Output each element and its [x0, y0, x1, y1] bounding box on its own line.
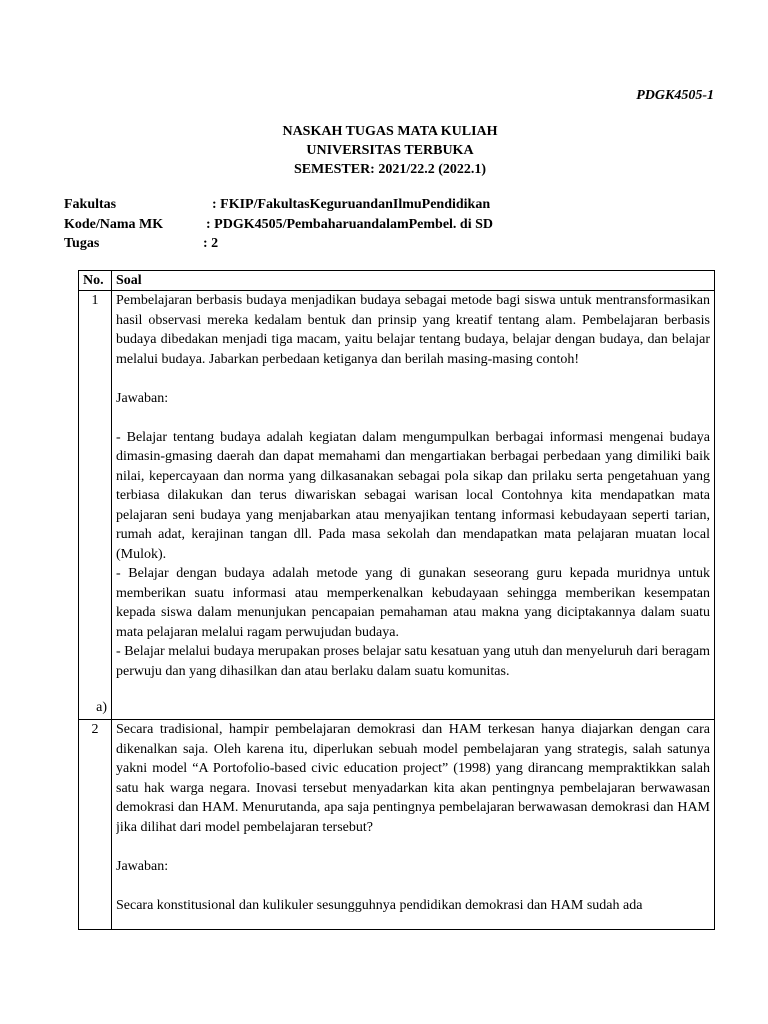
document-heading — [0, 122, 768, 179]
table-header-row — [79, 271, 715, 291]
heading-line-1: NASKAH TUGAS MATA KULIAH — [282, 124, 498, 139]
header-soal: Soal — [112, 271, 715, 291]
tugas-label: Tugas — [64, 236, 100, 251]
table-row — [79, 720, 715, 930]
answer-paragraph-1: - Belajar tentang budaya adalah kegiatan dalam mengumpulkan berbagai informasi mengenai budaya dimasin-gmasing daerah dan dapat memahami dan mengartiakan berbagai perbedaan yang dimiliki baik nilai, kepercayaan dan norma yang dilkasanakan sebagai pola sikap dan prilaku serta pengetahuan yang terbiasa dilakukan dan terus diwariskan sebagai warisan local Contohnya kita mendapatkan mata pelajaran seni budaya yang menjabarkan atau menyajikan tentang informasi kebudayaan seperti tarian, rumah adat, kerajinan tangan dll. Pada masa sekolah dan mendapatkan mata pelajaran muatan local (Mulok). — [116, 429, 710, 562]
row-number-value: 1 — [91, 293, 99, 308]
question-table — [78, 270, 715, 930]
question-cell — [112, 720, 715, 930]
question-text: Secara tradisional, hampir pembelajaran demokrasi dan HAM terkesan hanya diajarkan dengan cara dikenalkan saja. Oleh karena itu, diperlukan sebuah model pembelajaran yang strategis, salah satunya yakni model “A Portofolio-based civic education project” (1998) yang dirancang mempraktikkan salah satu hak warga negara. Inovasi tersebut menyadarkan kita akan pentingnya pembelajaran berwawasan demokrasi dan HAM. Menurutanda, apa saja pentingnya pembelajaran berwawasan demokrasi dan HAM jika dilihat dari model pembelajaran tersebut? — [116, 722, 710, 835]
heading-line-2: UNIVERSITAS TERBUKA — [306, 143, 474, 158]
document-code: PDGK4505-1 — [636, 88, 714, 103]
row-number — [79, 291, 112, 720]
question-text: Pembelajaran berbasis budaya menjadikan budaya sebagai metode bagi siswa untuk mentransformasikan hasil observasi mereka kedalam bentuk dan prinsip yang kreatif tentang alam. Pembelajaran berbasis budaya dibedakan menjadi tiga macam, yaitu belajar tentang budaya, belajar dengan budaya, dan belajar melalui budaya. Jabarkan perbedaan ketiganya dan berilah masing-masing contoh! — [116, 293, 710, 367]
fakultas-label: Fakultas — [64, 197, 117, 212]
kode-value: : PDGK4505/PembaharuandalamPembel. di SD — [206, 216, 494, 232]
answer-label: Jawaban: — [116, 390, 169, 406]
heading-line-3: SEMESTER: 2021/22.2 (2022.1) — [293, 162, 487, 177]
answer-paragraph-3: - Belajar melalui budaya merupakan proses belajar satu kesatuan yang utuh dan menyeluruh dari beragam perwuju dan yang dihasilkan dan atau berlaku dalam suatu komunitas. — [116, 644, 710, 679]
table-row — [79, 291, 715, 720]
header-no: No. — [79, 271, 112, 291]
kode-label: Kode/Nama MK — [64, 216, 164, 232]
row-number — [79, 720, 112, 930]
tugas-value: : 2 — [203, 236, 219, 251]
fakultas-value: : FKIP/FakultasKeguruandanIlmuPendidikan — [212, 197, 491, 212]
question-cell — [112, 291, 715, 720]
row-number-value: 2 — [91, 722, 99, 737]
answer-label: Jawaban: — [116, 858, 169, 874]
answer-paragraph-1: Secara konstitusional dan kulikuler sesungguhnya pendidikan demokrasi dan HAM sudah ada — [116, 897, 643, 913]
answer-paragraph-2: - Belajar dengan budaya adalah metode yang di gunakan seseorang guru kepada muridnya untuk memberikan suatu informasi atau memperkenalkan kebudayaan sehingga memberikan kesempatan kepada siswa dalam menunjukan pencapaian pemahaman atau makna yang diciptakannya dalam suatu mata pelajaran melalui ragam perwujudan budaya. — [116, 566, 710, 640]
row-sub-label: a) — [96, 699, 107, 715]
